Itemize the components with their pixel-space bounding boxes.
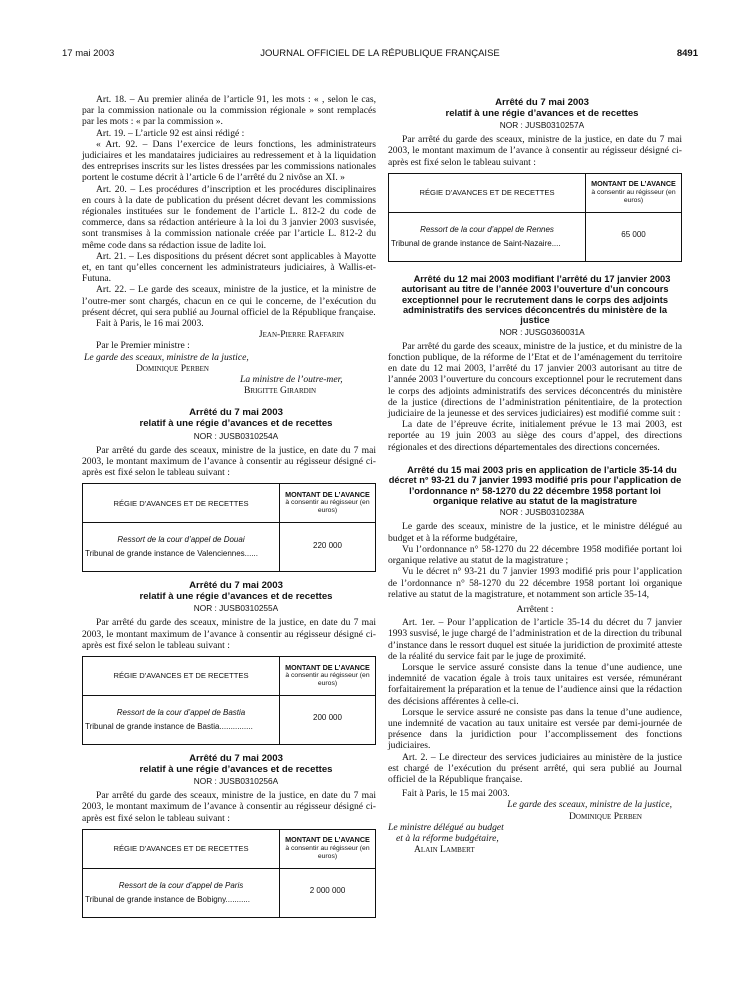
par-premier-ministre: Par le Premier ministre : — [96, 340, 190, 352]
nor-number: NOR : JUSB0310254A — [193, 430, 279, 441]
nor-number: NOR : JUSB0310255A — [193, 603, 279, 614]
montant-cell: 200 000 — [280, 696, 376, 745]
arrete-text: Par arrêté du garde des sceaux, ministre de la justice, en date du 7 mai 2003, le montant maximum de l’avance à consentir au régisseur désigné ci-après est fixé selon le tableau suivant : — [82, 444, 376, 479]
arrete-title: Arrêté du 7 mai 2003 — [189, 753, 283, 765]
tribunal: Tribunal de grande instance de Bobigny........... — [85, 894, 250, 904]
col-header-regie: RÉGIE D’AVANCES ET DE RECETTES — [83, 484, 280, 523]
article-22: Art. 22. – Le garde des sceaux, ministre de la justice, et la ministre de l’outre-mer sont chargés, chacun en ce qui le concerne, de l’exécution du présent décret, qui sera publié au Journal officiel de la République française. — [82, 284, 376, 318]
paragraph: Lorsque le service assuré consiste dans la tenue d’une audience, une indemnité de vacation égale à trois taux unitaires est versée, rémunérant forfaitairement la préparation et la tenue de l’audience ainsi que la rédaction des décisions afférentes à celle-ci. — [388, 661, 682, 707]
nor-number: NOR : JUSB0310238A — [499, 507, 585, 518]
article-20: Art. 20. – Les procédures d’inscription et les procédures disciplinaires en cours à la date de publication du présent décret devant les commissions régionales instituées sur le fondement de l’article L. 812-2 du code de commerce, dans sa rédaction antérieure à la loi du 3 janvier 2003 susvisée, sont transmises à la commission nationale créée par l’article L. 812-2 du même code dans sa rédaction issue de ladite loi. — [82, 183, 376, 251]
cour-appel: Ressort de la cour d’appel de Bastia — [116, 708, 246, 718]
nor-number: NOR : JUSB0310257A — [499, 120, 585, 131]
arrete-subtitle: relatif à une régie d’avances et de recettes — [139, 590, 333, 602]
col-header-montant: MONTANT DE L’AVANCE à consentir au régisseur (en euros) — [280, 657, 376, 696]
regie-cell — [389, 212, 586, 261]
arrete-text: Par arrêté du garde des sceaux, ministre de la justice, en date du 7 mai 2003, le montant maximum de l’avance à consentir au régisseur désigné ci-après est fixé selon le tableau suivant : — [82, 790, 376, 824]
article-2: Art. 2. – Le directeur des services judiciaires au ministère de la justice est chargé de l’exécution du présent arrêté, qui sera publié au Journal officiel de la République française. — [388, 751, 682, 785]
arrete-text: Par arrêté du garde des sceaux, ministre de la justice, en date du 7 mai 2003, le montant maximum de l’avance à consentir au régisseur désigné ci-après est fixé selon le tableau suivant : — [388, 134, 682, 168]
paragraph: La date de l’épreuve écrite, initialement prévue le 13 mai 2003, est reportée au 19 juin 2003 au siège des cours d’appel, des directions régionales et des directions départementales des directions concernées. — [388, 419, 682, 453]
right-column — [388, 98, 682, 855]
fait-a-paris: Fait à Paris, le 15 mai 2003. — [402, 788, 510, 800]
montant-cell: 65 000 — [586, 212, 682, 261]
arrete-block — [82, 408, 376, 572]
arrete-text: Par arrêté du garde des sceaux, ministre de la justice, en date du 7 mai 2003, le montant maximum de l’avance à consentir au régisseur désigné ci-après est fixé selon le tableau suivant : — [82, 617, 376, 651]
arrete-title: Arrêté du 7 mai 2003 — [495, 97, 589, 108]
signature-girardin: Brigitte Girardin — [244, 385, 317, 397]
paragraph: Vu le décret n° 93-21 du 7 janvier 1993 modifié pris pour l’application de l’ordonnance n° 58-1270 du 22 décembre 1958 portant loi organique relative au statut de la magistrature, et notamment son article 35-14, — [388, 566, 682, 600]
arretent: Arrêtent : — [516, 603, 554, 615]
paragraph: Le garde des sceaux, ministre de la justice, et le ministre délégué au budget et à la réforme budgétaire, — [388, 521, 682, 544]
cour-appel: Ressort de la cour d’appel de Rennes — [420, 224, 554, 234]
col-header-montant: MONTANT DE L’AVANCE à consentir au régisseur (en euros) — [280, 484, 376, 523]
col-header-montant: MONTANT DE L’AVANCE à consentir au régisseur (en euros) — [280, 829, 376, 868]
tribunal: Tribunal de grande instance de Saint-Nazaire.... — [391, 238, 561, 248]
garde-des-sceaux-label: Le garde des sceaux, ministre de la justice, — [507, 799, 672, 811]
paragraph: Lorsque le service assuré ne consiste pas dans la tenue d’une audience, une indemnité de vacation au taux unitaire est versée par demi-journée de présence dans la juridiction pour l’accomplissement des fonctions judiciaires. — [388, 706, 682, 752]
paragraph: Par arrêté du garde des sceaux, ministre de la justice, et du ministre de la fonction publique, de la réforme de l’Etat et de l’aménagement du territoire en date du 12 mai 2003, l’arrêté du 17 janvier 2003 autorisant au titre de l’année 2003 l’ouverture du concours exceptionnel pour le recrutement dans le corps des adjoints administratifs des services déconcentrés du ministère de la justice (directions de l’administration pénitentiaire, de la protection judiciaire de la jeunesse et des services judiciaires) est modifié comme suit : — [388, 340, 682, 420]
header-date: 17 mai 2003 — [62, 48, 115, 59]
regie-table — [82, 483, 376, 572]
arrete-block — [388, 98, 682, 262]
signature-perben: Dominique Perben — [569, 810, 642, 822]
left-column — [82, 94, 376, 918]
col-header-regie: RÉGIE D’AVANCES ET DE RECETTES — [389, 173, 586, 212]
ministre-delegue-label: Le ministre délégué au budget — [388, 821, 504, 833]
arrete-block — [82, 581, 376, 745]
arrete-subtitle: relatif à une régie d’avances et de recettes — [139, 418, 333, 430]
fait-a-paris: Fait à Paris, le 16 mai 2003. — [96, 318, 204, 330]
col-header-montant: MONTANT DE L’AVANCE à consentir au régisseur (en euros) — [586, 173, 682, 212]
arrete-15-mai-block — [388, 465, 682, 856]
arrete-title: Arrêté du 15 mai 2003 pris en application de l’article 35-14 du décret n° 93-21 du 7 janvier 1993 modifié pris pour l’application de l’ordonnance n° 58-1270 du 22 décembre 1958 portant loi organique relative au statut de la magistrature — [388, 464, 682, 507]
article-1: Art. 1er. – Pour l’application de l’article 35-14 du décret du 7 janvier 1993 susvisé, le juge chargé de l’administration et de la direction du tribunal d’instance dans le ressort duquel est située la juridiction de proximité atteste de la réalité du service fait par le juge de proximité. — [388, 617, 682, 662]
regie-cell — [83, 523, 280, 572]
article-18: Art. 18. – Au premier alinéa de l’article 91, les mots : « , selon le cas, par la commission nationale ou la commission régionale » sont remplacés par les mots : « par la commission ». — [82, 94, 376, 128]
header-title: JOURNAL OFFICIEL DE LA RÉPUBLIQUE FRANÇAISE — [260, 48, 500, 59]
arrete-title: Arrêté du 7 mai 2003 — [189, 407, 283, 419]
cour-appel: Ressort de la cour d’appel de Douai — [117, 535, 245, 545]
ministre-outre-mer-label: La ministre de l’outre-mer, — [240, 374, 343, 386]
ministre-delegue-label-2: et à la réforme budgétaire, — [396, 832, 499, 844]
montant-cell: 2 000 000 — [280, 868, 376, 917]
arrete-title: Arrêté du 7 mai 2003 — [189, 580, 283, 592]
nor-number: NOR : JUSB0310256A — [193, 776, 279, 787]
garde-des-sceaux-label: Le garde des sceaux, ministre de la justice, — [84, 351, 249, 363]
regie-table — [82, 829, 376, 918]
regie-cell — [83, 868, 280, 917]
page-number: 8491 — [676, 48, 698, 59]
nor-number: NOR : JUSG0360031A — [499, 326, 585, 337]
montant-cell: 220 000 — [280, 523, 376, 572]
signature-perben: Dominique Perben — [136, 362, 209, 374]
signature-raffarin: Jean-Pierre Raffarin — [258, 329, 344, 341]
arrete-subtitle: relatif à une régie d’avances et de recettes — [445, 107, 639, 119]
arrete-12-mai-block — [388, 274, 682, 453]
paragraph: Vu l’ordonnance n° 58-1270 du 22 décembre 1958 modifiée portant loi organique relative au statut de la magistrature ; — [388, 543, 682, 567]
regie-table — [388, 173, 682, 262]
col-header-regie: RÉGIE D’AVANCES ET DE RECETTES — [83, 829, 280, 868]
arrete-title: Arrêté du 12 mai 2003 modifiant l’arrêté du 17 janvier 2003 autorisant au titre de l’année 2003 l’ouverture d’un concours exceptionnel pour le recrutement dans le corps des adjoints administratifs des services déconcentrés du ministère de la justice — [401, 273, 671, 326]
arrete-subtitle: relatif à une régie d’avances et de recettes — [139, 763, 333, 775]
page-header — [62, 48, 698, 62]
regie-table — [82, 656, 376, 745]
regie-cell — [83, 696, 280, 745]
signature-lambert: Alain Lambert — [414, 844, 475, 856]
arrete-block — [82, 754, 376, 918]
article-21: Art. 21. – Les dispositions du présent décret sont applicables à Mayotte et, en tant qu’elles concernent les administrateurs judiciaires, à Wallis-et-Futuna. — [82, 250, 376, 285]
tribunal: Tribunal de grande instance de Bastia............... — [85, 722, 253, 732]
tribunal: Tribunal de grande instance de Valenciennes...... — [85, 549, 258, 559]
col-header-regie: RÉGIE D’AVANCES ET DE RECETTES — [83, 657, 280, 696]
article-19: Art. 19. – L’article 92 est ainsi rédigé : — [96, 127, 245, 139]
article-92-quote: « Art. 92. – Dans l’exercice de leurs fonctions, les administrateurs judiciaires et les mandataires judiciaires au redressement et à la liquidation des entreprises inscrits sur les listes dressées par les commissions nationales portent le costume décrit à l’article 6 de l’arrêté du 2 nivôse an XI. » — [82, 138, 376, 184]
cour-appel: Ressort de la cour d’appel de Paris — [118, 880, 244, 890]
